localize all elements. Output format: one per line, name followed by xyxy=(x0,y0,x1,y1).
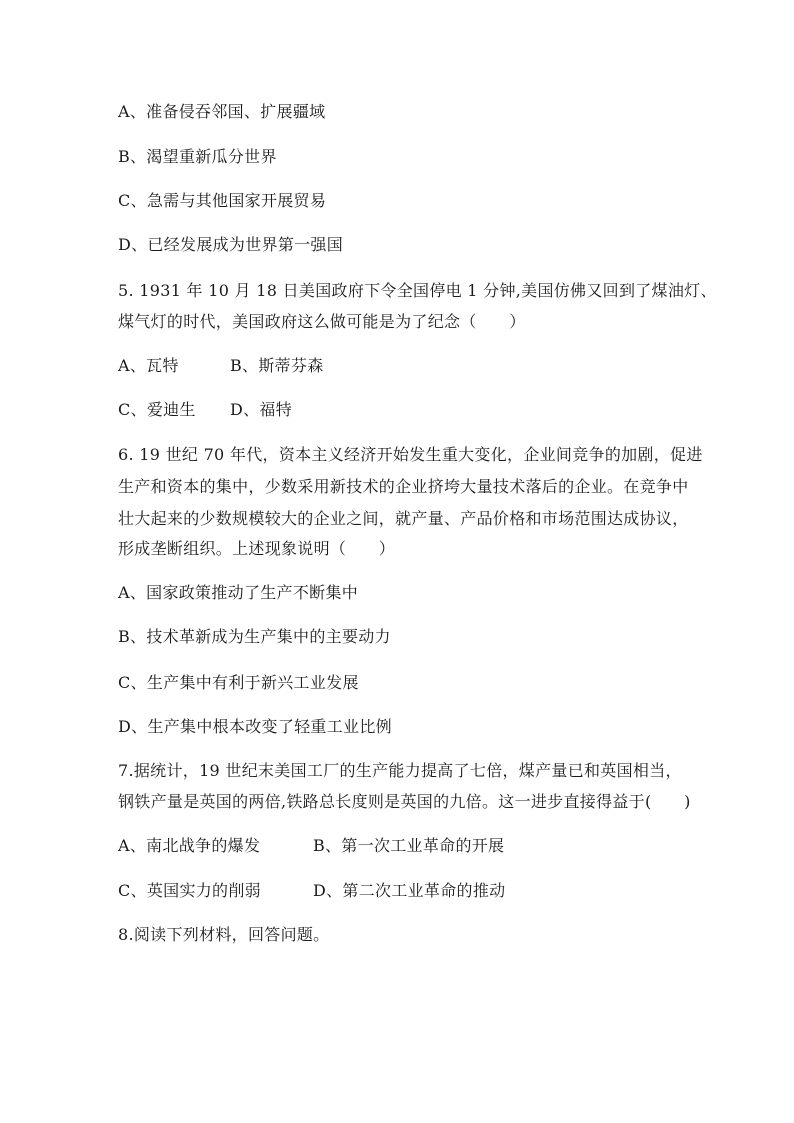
q6-option-b: B、技术革新成为生产集中的主要动力 xyxy=(118,627,391,646)
q7-option-c: C、英国实力的削弱 xyxy=(118,881,261,900)
q6-option-a: A、国家政策推动了生产不断集中 xyxy=(118,583,359,602)
q7-option-b: B、第一次工业革命的开展 xyxy=(313,836,505,855)
q6-stem-line-3: 壮大起来的少数规模较大的企业之间，就产量、产品价格和市场范围达成协议， xyxy=(118,509,689,528)
q5-option-b: B、斯蒂芬森 xyxy=(230,356,324,375)
q6-option-d: D、生产集中根本改变了轻重工业比例 xyxy=(118,717,392,736)
q5-option-d: D、福特 xyxy=(230,400,293,419)
q6-stem-line-2: 生产和资本的集中，少数采用新技术的企业挤垮大量技术落后的企业。在竞争中 xyxy=(118,477,689,496)
q6-stem-line-4: 形成垄断组织。上述现象说明（ ） xyxy=(118,539,396,558)
q7-stem-line-2: 钢铁产量是英国的两倍,铁路总长度则是英国的九倍。这一进步直接得益于( ) xyxy=(118,792,691,811)
q5-option-c: C、爱迪生 xyxy=(118,400,196,419)
q4-option-c: C、急需与其他国家开展贸易 xyxy=(118,191,327,210)
q4-option-a: A、准备侵吞邻国、扩展疆域 xyxy=(118,102,326,121)
q5-stem-line-2: 煤气灯的时代，美国政府这么做可能是为了纪念（ ） xyxy=(118,312,526,331)
q6-option-c: C、生产集中有利于新兴工业发展 xyxy=(118,673,359,692)
q7-option-a: A、南北战争的爆发 xyxy=(118,836,261,855)
q7-option-d: D、第二次工业革命的推动 xyxy=(313,881,506,900)
q8-stem-line-1: 8.阅读下列材料，回答问题。 xyxy=(118,925,330,944)
q5-option-a: A、瓦特 xyxy=(118,356,179,375)
q7-stem-line-1: 7.据统计，19 世纪末美国工厂的生产能力提高了七倍，煤产量已和英国相当， xyxy=(118,761,682,780)
q4-option-b: B、渴望重新瓜分世界 xyxy=(118,147,277,166)
q6-stem-line-1: 6. 19 世纪 70 年代，资本主义经济开始发生重大变化，企业间竞争的加剧，促进 xyxy=(118,445,703,464)
q5-stem-line-1: 5. 1931 年 10 月 18 日美国政府下令全国停电 1 分钟,美国仿佛又回到了煤油灯、 xyxy=(118,281,717,300)
q4-option-d: D、已经发展成为世界第一强国 xyxy=(118,235,344,254)
